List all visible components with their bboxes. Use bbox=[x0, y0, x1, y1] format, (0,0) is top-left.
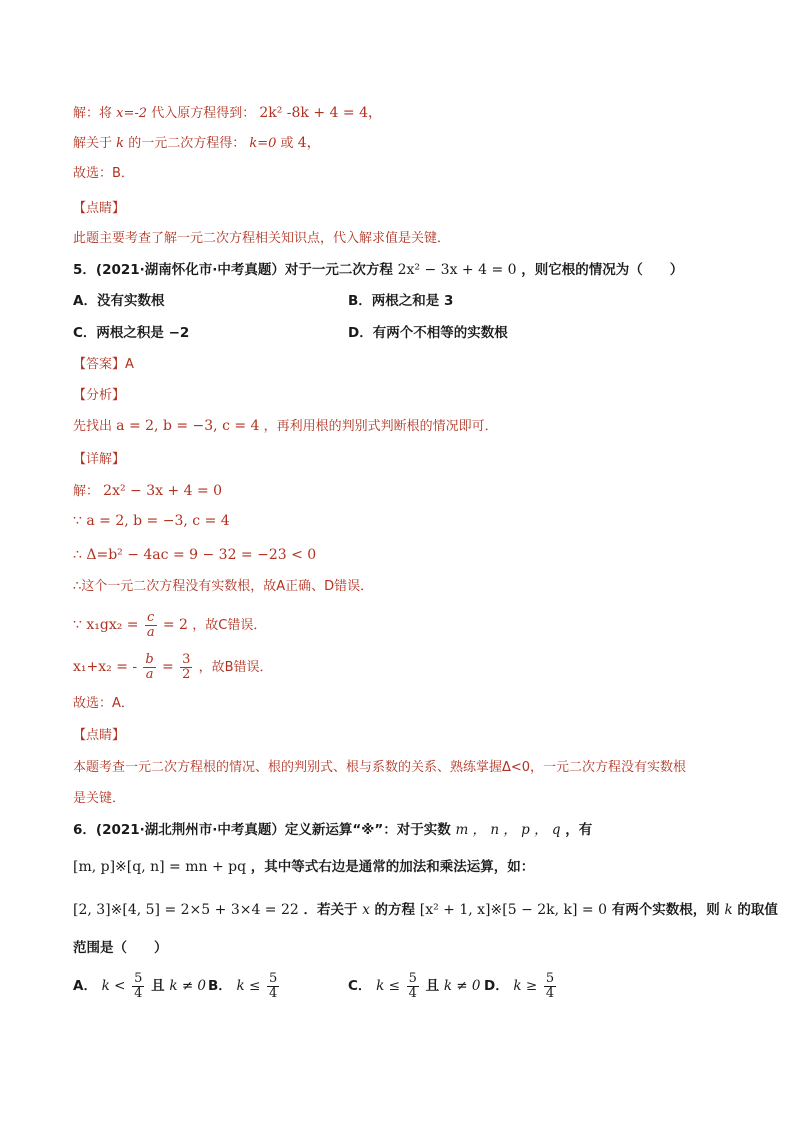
equation: 2k² -8k + 4 = 4， bbox=[259, 105, 382, 121]
q6-stem-line1 bbox=[73, 820, 592, 840]
answer-value: A bbox=[125, 357, 134, 372]
q6-option-c bbox=[348, 968, 480, 1004]
q5-detail-line3: ∴ Δ=b² − 4ac = 9 − 32 = −23 < 0 bbox=[73, 547, 317, 563]
fraction bbox=[145, 611, 157, 640]
text: ，故C错误． bbox=[192, 618, 267, 633]
q5-analysis-text bbox=[73, 416, 498, 437]
q6-stem-line4: 范围是（ ） bbox=[73, 940, 168, 956]
math: k ≠ 0 bbox=[443, 978, 481, 994]
q5-option-a: A．没有实数根 bbox=[73, 293, 165, 309]
q4-dianjing-label: 【点睛】 bbox=[73, 201, 126, 216]
option-label: D． bbox=[484, 978, 509, 994]
equation: a = 2, b = −3, c = 4 bbox=[116, 418, 260, 434]
text: 且 bbox=[425, 978, 440, 994]
denominator: 4 bbox=[408, 985, 417, 1001]
q5-dianjing-line1: 本题考查一元二次方程根的情况、根的判别式、根与系数的关系、熟练掌握Δ<0，一元二次方程没有实数根 bbox=[73, 760, 687, 775]
math-result: k=0 bbox=[249, 136, 277, 151]
text: 的取值 bbox=[737, 902, 778, 918]
text: ，有 bbox=[565, 822, 593, 838]
denominator: 4 bbox=[545, 985, 555, 1001]
q5-detail-line6 bbox=[73, 648, 273, 687]
text: 6．(2021·湖北荆州市·中考真题）定义新运算“※”：对于实数 bbox=[73, 822, 451, 838]
q6-option-a bbox=[73, 968, 206, 1004]
q5-detail-line1 bbox=[73, 481, 222, 502]
text: 先找出 bbox=[73, 419, 113, 434]
q5-answer bbox=[73, 355, 134, 375]
numerator: c bbox=[145, 611, 157, 626]
math-x: x=-2 bbox=[116, 106, 148, 121]
q4-solution-line1 bbox=[73, 103, 382, 124]
text: 代入原方程得到： bbox=[151, 106, 256, 121]
q5-option-b: B．两根之和是 3 bbox=[348, 293, 454, 309]
text: 的方程 bbox=[374, 902, 416, 918]
equation: x₁+x₂ = - bbox=[73, 659, 138, 675]
text: ，再利用根的判别式判断根的情况即可． bbox=[263, 419, 498, 434]
q4-solution-line2 bbox=[73, 133, 321, 154]
text: ，其中等式右边是通常的加法和乘法运算，如： bbox=[250, 859, 535, 875]
equation: ∵ x₁gx₂ = bbox=[73, 617, 139, 633]
q6-stem-line3 bbox=[73, 900, 778, 920]
text: 解：将 bbox=[73, 106, 113, 121]
fraction bbox=[267, 972, 279, 1001]
q5-detail-label: 【详解】 bbox=[73, 452, 126, 467]
q5-option-d: D．有两个不相等的实数根 bbox=[348, 325, 508, 341]
equation: 2x² − 3x + 4 = 0 bbox=[103, 483, 223, 499]
math: k ≥ bbox=[513, 978, 538, 994]
equation: [x² + 1, x]※[5 − 2k, k] = 0 bbox=[419, 902, 608, 918]
q5-detail-line4: ∴这个一元二次方程没有实数根，故A正确、D错误． bbox=[73, 579, 374, 594]
equation: 2x² − 3x + 4 = 0 bbox=[397, 262, 517, 278]
fraction bbox=[407, 972, 419, 1001]
fraction bbox=[180, 653, 192, 682]
label: 【答案】 bbox=[73, 357, 126, 372]
math: k ≤ bbox=[236, 978, 261, 994]
q4-choose: 故选：B． bbox=[73, 166, 134, 181]
q5-detail-line2: ∵ a = 2, b = −3, c = 4 bbox=[73, 513, 230, 529]
text: ．若关于 bbox=[303, 902, 358, 918]
math-k: k bbox=[116, 136, 125, 151]
denominator: 4 bbox=[269, 985, 278, 1001]
equation: [2, 3]※[4, 5] = 2×5 + 3×4 = 22 bbox=[73, 902, 299, 918]
text: ，故B错误． bbox=[198, 660, 273, 675]
q6-stem-line2 bbox=[73, 857, 534, 877]
variables: m ， n ， p ， q bbox=[455, 822, 561, 838]
option-label: B． bbox=[208, 978, 232, 994]
text: 5．(2021·湖南怀化市·中考真题）对于一元二次方程 bbox=[73, 262, 393, 278]
math: k ≠ 0 bbox=[169, 978, 207, 994]
numerator: 5 bbox=[545, 970, 555, 986]
text: 有两个实数根，则 bbox=[611, 902, 720, 918]
option-label: C． bbox=[348, 978, 372, 994]
denominator: 2 bbox=[182, 666, 191, 682]
denominator: a bbox=[145, 666, 154, 682]
equation: [m, p]※[q, n] = mn + pq bbox=[73, 859, 247, 875]
math-k: k bbox=[724, 902, 733, 918]
text: 解关于 bbox=[73, 136, 113, 151]
q4-dianjing-text: 此题主要考查了解一元二次方程相关知识点，代入解求值是关键． bbox=[73, 231, 451, 246]
math-x: x bbox=[362, 902, 370, 918]
numerator: 5 bbox=[408, 970, 417, 986]
numerator: 5 bbox=[134, 970, 143, 986]
q5-stem bbox=[73, 260, 683, 280]
math-value: 4， bbox=[297, 135, 321, 151]
math: k < bbox=[101, 978, 126, 994]
q5-analysis-label: 【分析】 bbox=[73, 388, 126, 403]
numerator: 3 bbox=[182, 651, 191, 667]
q5-detail-line5 bbox=[73, 608, 266, 643]
fraction bbox=[143, 653, 155, 682]
text: ，则它根的情况为（ ） bbox=[521, 262, 684, 278]
denominator: a bbox=[146, 624, 155, 640]
q5-dianjing-label: 【点睛】 bbox=[73, 728, 126, 743]
option-label: A． bbox=[73, 978, 97, 994]
q5-option-c: C．两根之积是 −2 bbox=[73, 325, 190, 341]
q6-option-d bbox=[484, 968, 558, 1004]
denominator: 4 bbox=[134, 985, 143, 1001]
fraction bbox=[132, 972, 144, 1001]
fraction bbox=[544, 972, 556, 1001]
equation: = 2 bbox=[162, 617, 188, 633]
q5-choose: 故选：A． bbox=[73, 696, 134, 711]
text: 且 bbox=[151, 978, 165, 994]
text: 的一元二次方程得： bbox=[128, 136, 246, 151]
text: 解： bbox=[73, 484, 100, 499]
math: k ≤ bbox=[376, 978, 400, 994]
numerator: 5 bbox=[269, 970, 278, 986]
q5-dianjing-line2: 是关键． bbox=[73, 791, 126, 806]
q6-option-b bbox=[208, 968, 281, 1004]
equals: = bbox=[162, 659, 174, 675]
text: 或 bbox=[280, 136, 294, 151]
numerator: b bbox=[145, 651, 154, 667]
